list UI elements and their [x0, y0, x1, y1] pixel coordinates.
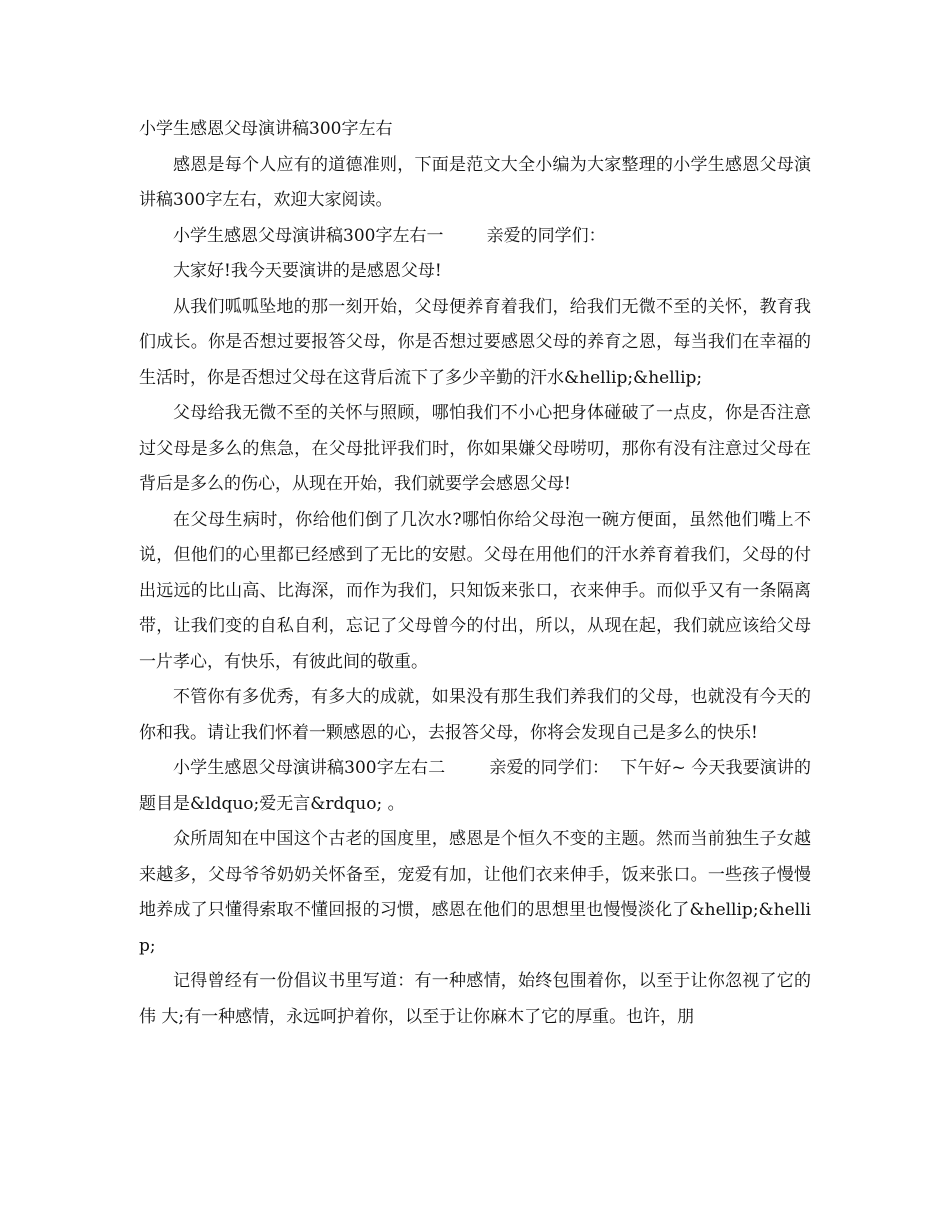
- paragraph-body: 记得曾经有一份倡议书里写道：有一种感情，始终包围着你，以至于让你忽视了它的伟 大;有一种感情，永远呵护着你，以至于让你麻木了它的厚重。也许，朋: [139, 971, 811, 1027]
- paragraph-body: 从我们呱呱坠地的那一刻开始，父母便养育着我们，给我们无微不至的关怀，教育我们成长。你是否想过要报答父母，你是否想过要感恩父母的养育之恩，每当我们在幸福的生活时，你是否想过父母在这背后流下了多少辛勤的汗水&hellip;&hellip;: [139, 296, 811, 388]
- paragraph-body: 在父母生病时，你给他们倒了几次水?哪怕你给父母泡一碗方便面，虽然他们嘴上不说，但他们的心里都已经感到了无比的安慰。父母在用他们的汗水养育着我们，父母的付出远远的比山高、比海深，而作为我们，只知饭来张口，衣来伸手。而似乎又有一条隔离带，让我们变的自私自利，忘记了父母曾今的付出，所以，从现在起，我们就应该给父母一片孝心，有快乐，有彼此间的敬重。: [139, 509, 811, 672]
- document-title: 小学生感恩父母演讲稿300字左右: [139, 119, 393, 139]
- paragraph-greeting: 大家好!我今天要演讲的是感恩父母!: [173, 261, 442, 281]
- paragraph-speech-one-heading: 小学生感恩父母演讲稿300字左右一 亲爱的同学们：: [173, 225, 606, 246]
- document-body: [139, 112, 811, 1035]
- paragraph-body: 不管你有多优秀，有多大的成就，如果没有那生我们养我们的父母，也就没有今天的你和我。请让我们怀着一颗感恩的心，去报答父母，你将会发现自己是多么的快乐!: [139, 687, 811, 743]
- paragraph-intro: 感恩是每个人应有的道德准则，下面是范文大全小编为大家整理的小学生感恩父母演讲稿300字左右，欢迎大家阅读。: [139, 154, 811, 210]
- paragraph-body: 父母给我无微不至的关怀与照顾，哪怕我们不小心把身体碰破了一点皮，你是否注意过父母是多么的焦急，在父母批评我们时，你如果嫌父母唠叨，那你有没有注意过父母在背后是多么的伤心，从现在开始，我们就要学会感恩父母!: [139, 403, 811, 494]
- paragraph-speech-two-heading: 小学生感恩父母演讲稿300字左右二 亲爱的同学们： 下午好~ 今天我要演讲的题目是&ldquo;爱无言&rdquo; 。: [139, 758, 811, 814]
- paragraph-body: 众所周知在中国这个古老的国度里，感恩是个恒久不变的主题。然而当前独生子女越来越多，父母爷爷奶奶关怀备至，宠爱有加，让他们衣来伸手，饭来张口。一些孩子慢慢地养成了只懂得索取不懂回报的习惯，感恩在他们的思想里也慢慢淡化了&hellip;&hellip;: [139, 829, 811, 956]
